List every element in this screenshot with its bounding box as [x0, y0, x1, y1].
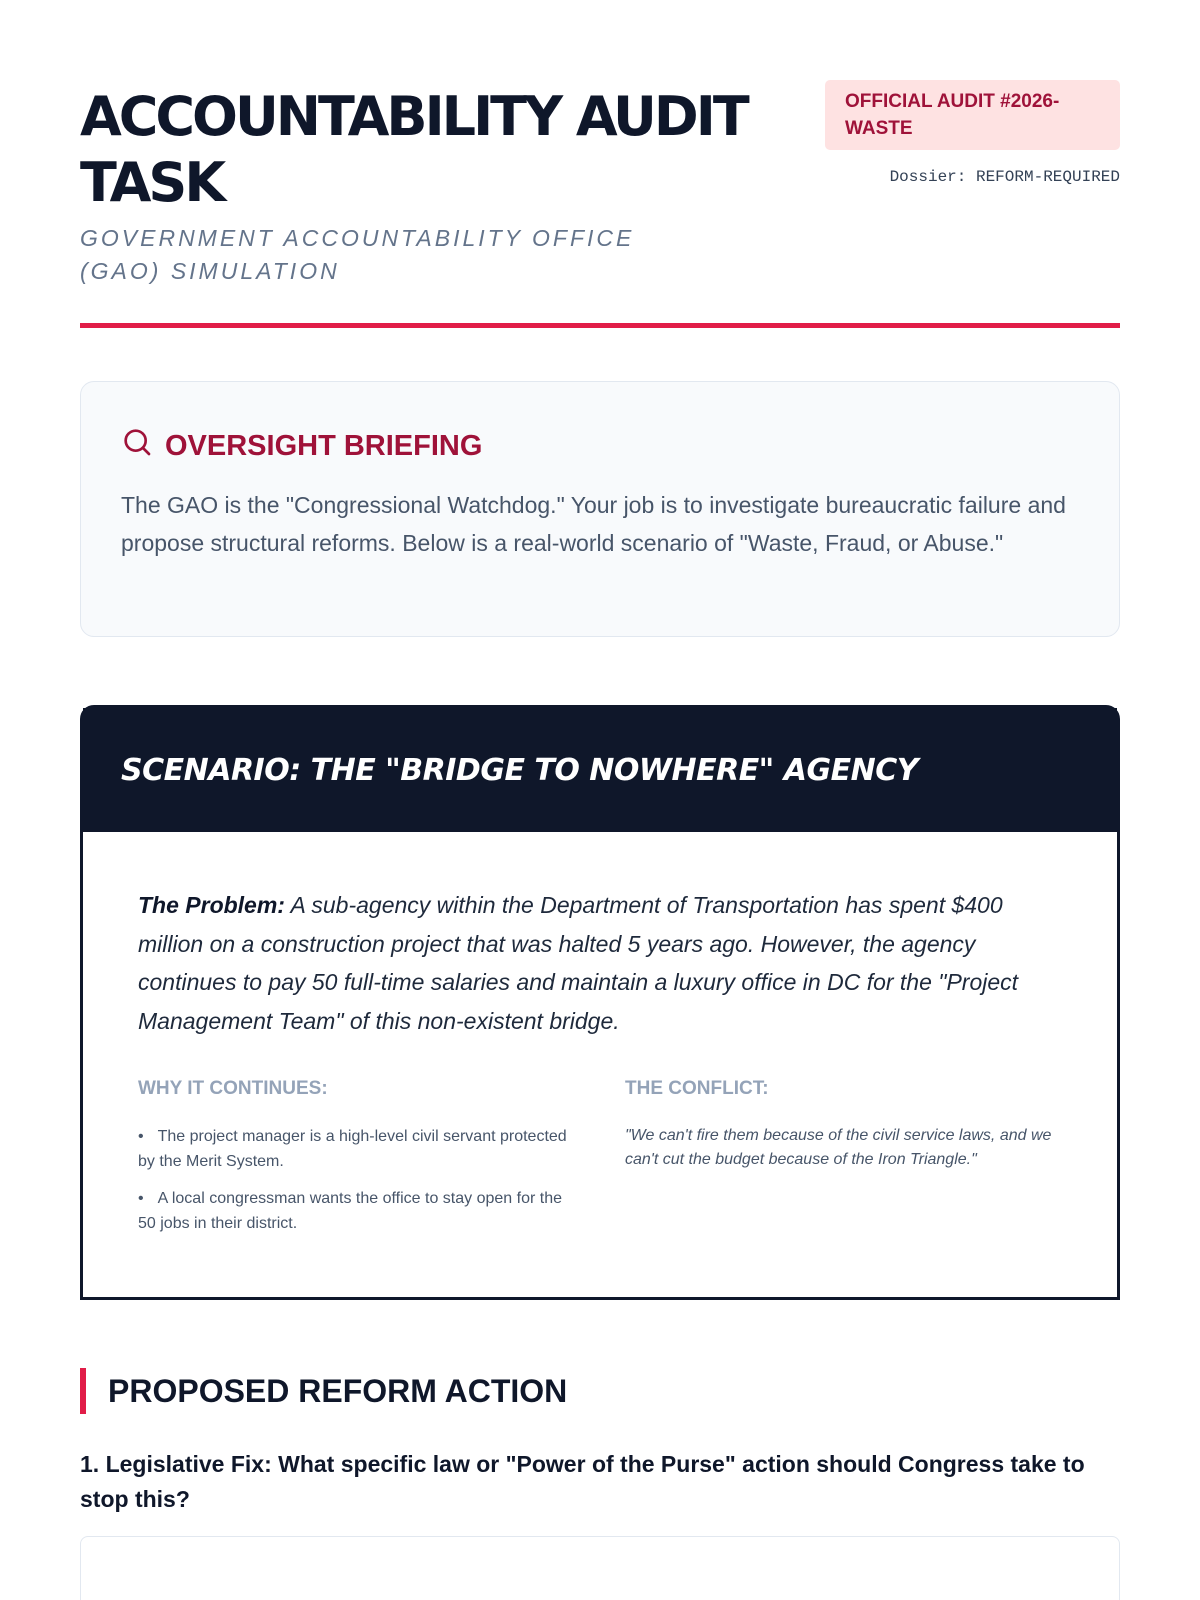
- header: [80, 0, 1120, 323]
- problem-label: The Problem:: [138, 892, 285, 918]
- page: [80, 0, 1120, 1600]
- why-title: WHY IT CONTINUES:: [138, 1078, 328, 1099]
- briefing-title: OVERSIGHT BRIEFING: [165, 429, 483, 462]
- search-icon: [121, 426, 153, 466]
- scenario-card: [80, 705, 1120, 1300]
- dossier-label: Dossier: REFORM-REQUIRED: [889, 168, 1120, 186]
- question-1-label: 1. Legislative Fix: What specific law or "Power of the Purse" action should Congress take to stop this?: [80, 1451, 1085, 1512]
- scenario-title: SCENARIO: THE "BRIDGE TO NOWHERE" AGENCY: [83, 708, 1117, 832]
- page-title: ACCOUNTABILITY AUDIT TASK: [80, 85, 747, 214]
- briefing-text: The GAO is the "Congressional Watchdog." Your job is to investigate bureaucratic failure and propose structural reforms. Below is a real-world scenario of "Waste, Fraud, or Abuse.": [121, 492, 1066, 556]
- page-subtitle: GOVERNMENT ACCOUNTABILITY OFFICE (GAO) SIMULATION: [80, 225, 635, 284]
- question-1-answer[interactable]: [80, 1536, 1120, 1600]
- problem-text: A sub-agency within the Department of Transportation has spent $400 million on a construction project that was halted 5 years ago. However, the agency continues to pay 50 full-time salaries and maintain a luxury office in DC for the "Project Management Team" of this non-existent bridge.: [138, 892, 1019, 1034]
- why-it-continues: [138, 1078, 575, 1248]
- problem-statement: [138, 886, 1062, 1040]
- the-conflict: [625, 1078, 1062, 1248]
- reform-heading: PROPOSED REFORM ACTION: [80, 1368, 1120, 1414]
- list-item: • The project manager is a high-level civil servant protected by the Merit System.: [138, 1124, 575, 1174]
- oversight-briefing: [80, 381, 1120, 637]
- conflict-title: THE CONFLICT:: [625, 1078, 769, 1099]
- header-divider: [80, 323, 1120, 328]
- list-item: • A local congressman wants the office to stay open for the 50 jobs in their district.: [138, 1186, 575, 1236]
- audit-badge: OFFICIAL AUDIT #2026-WASTE: [825, 80, 1120, 150]
- conflict-quote: "We can't fire them because of the civil service laws, and we can't cut the budget because of the Iron Triangle.": [625, 1127, 1052, 1168]
